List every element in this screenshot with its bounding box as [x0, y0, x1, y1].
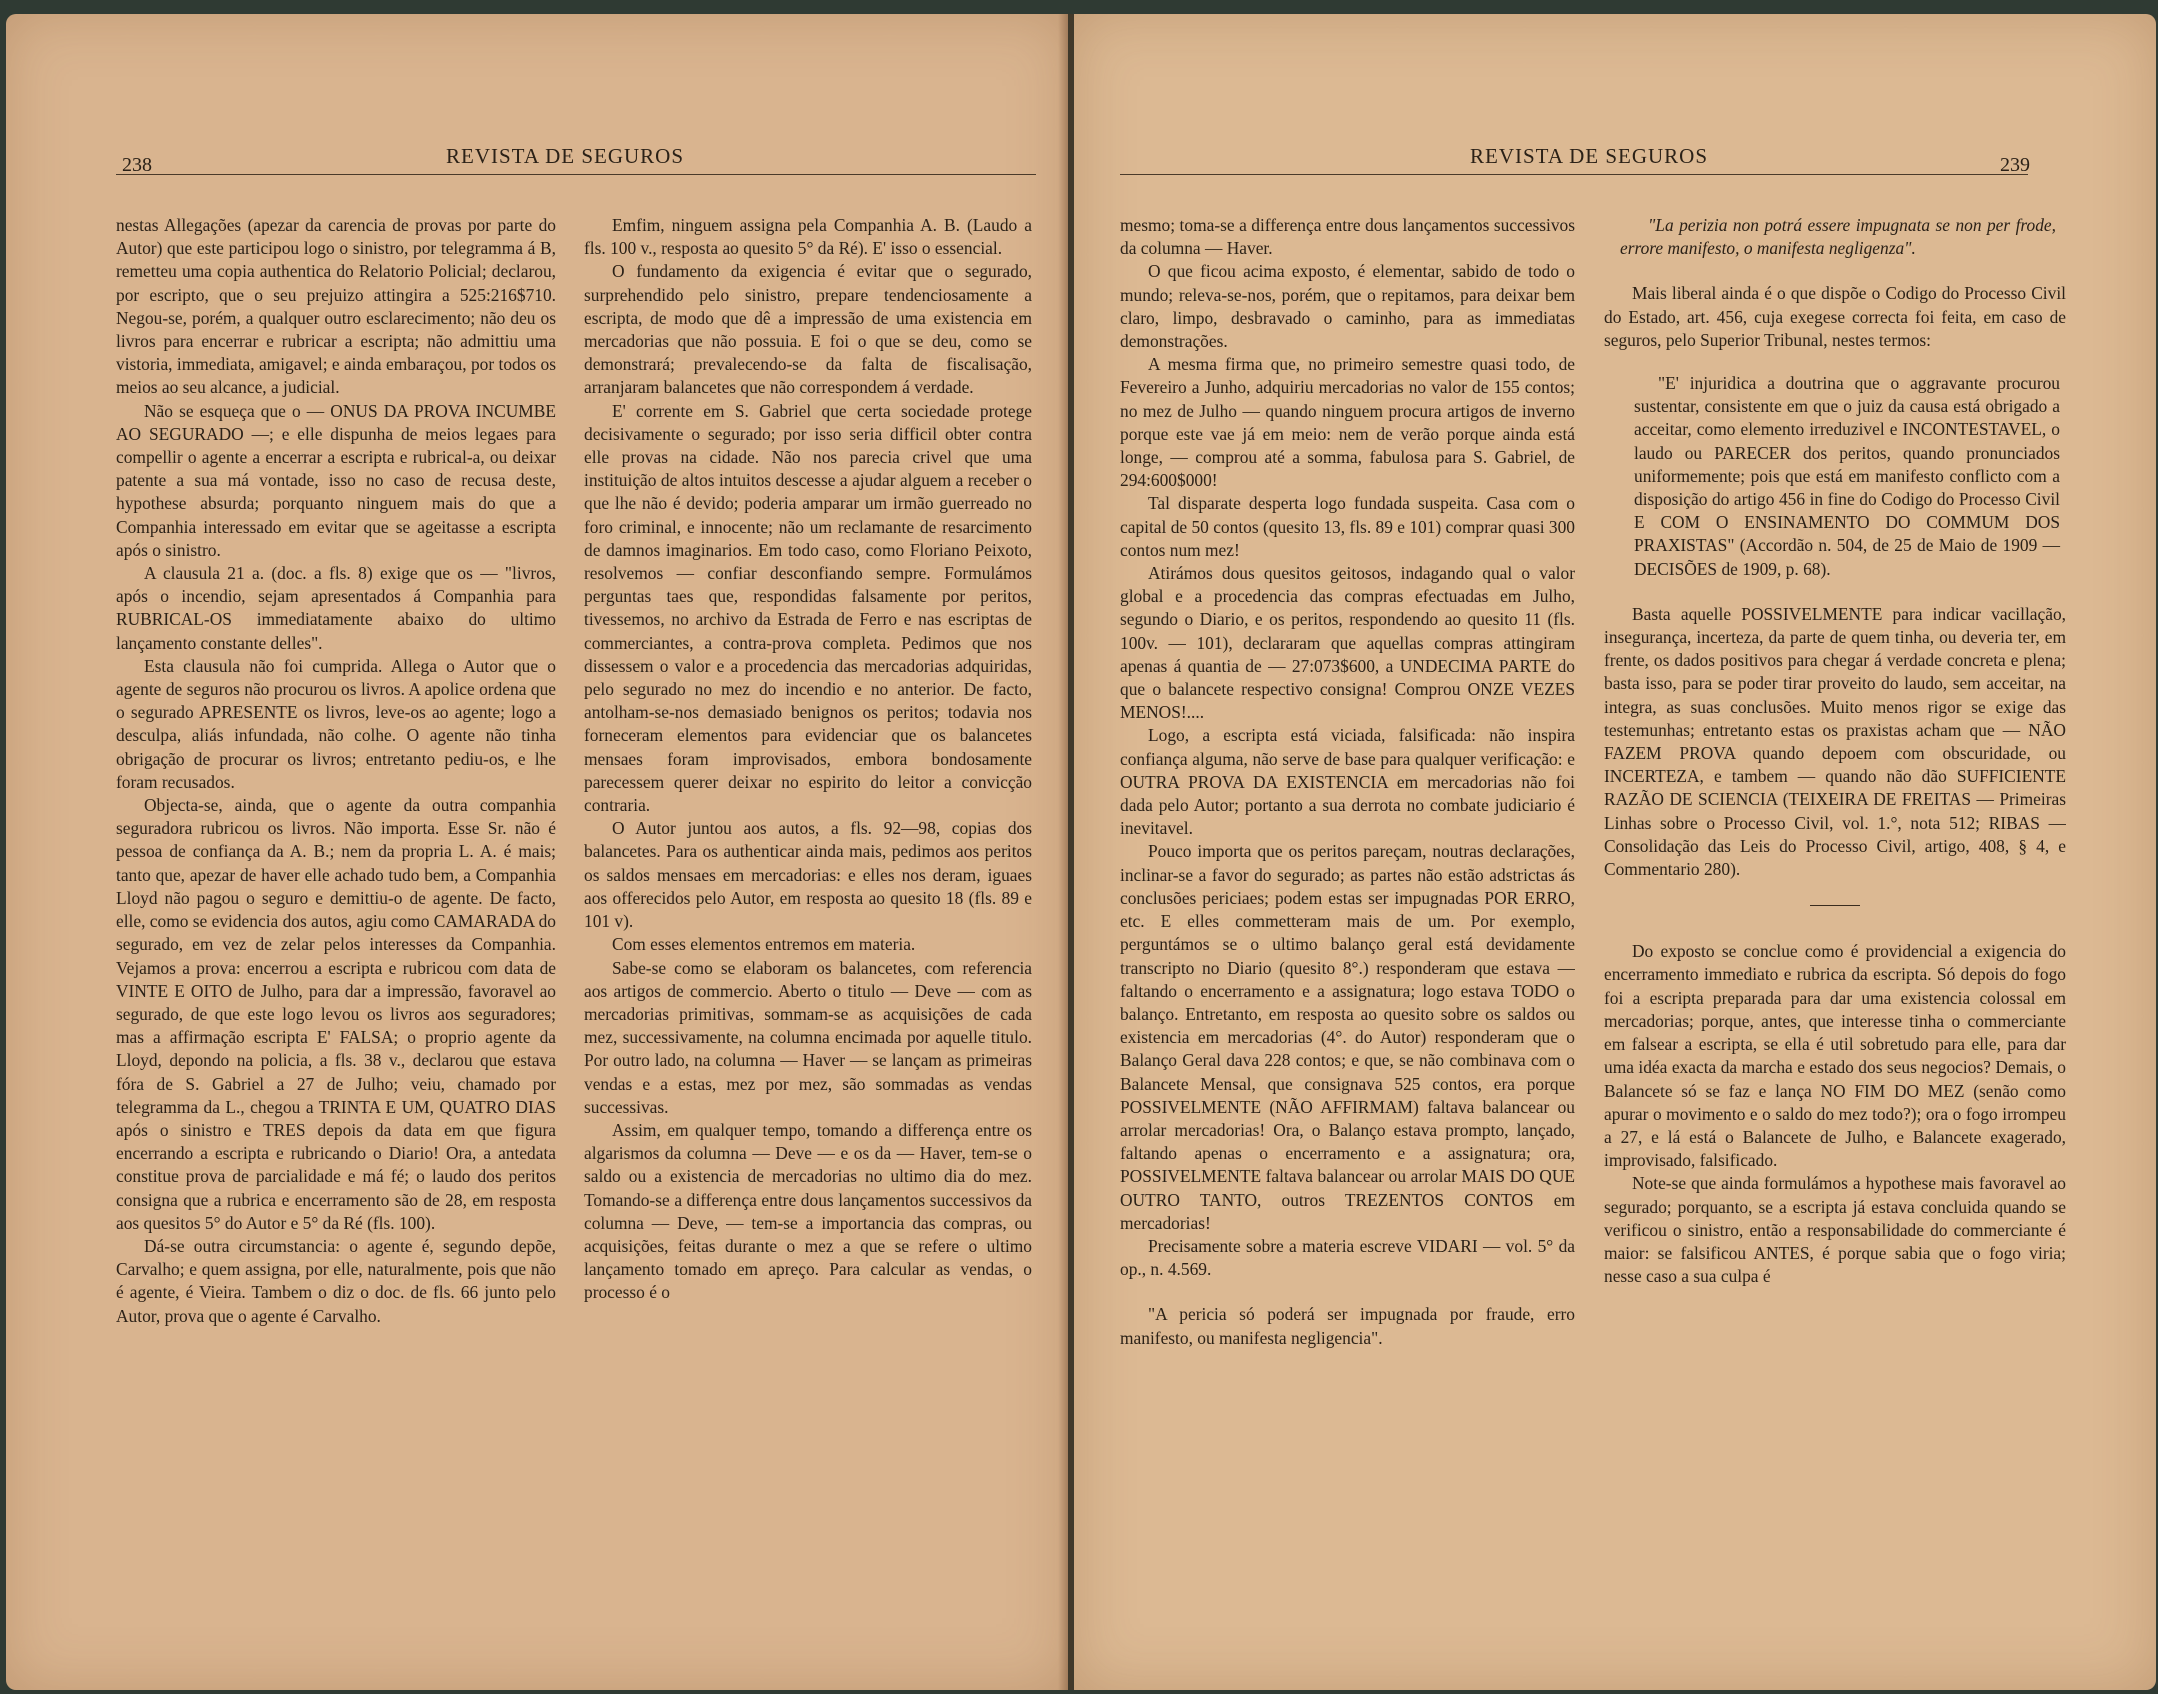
- paragraph: Precisamente sobre a materia escreve VIDARI — vol. 5° da op., n. 4.569.: [1120, 1235, 1575, 1280]
- quotation: "A pericia só poderá ser impugnada por fraude, erro manifesto, ou manifesta negligencia".: [1120, 1304, 1575, 1348]
- section-divider: [1810, 905, 1860, 906]
- paragraph: Esta clausula não foi cumprida. Allega o Autor que o agente de seguros não procurou os livros. A apolice ordena que o segurado APRESENTE os livros, leve-os ao agente; logo a desculpa, aliás infundada, não colhe. O agente não tinha obrigação de procurar os livros; entretanto pediu-os, e lhe foram recusados.: [116, 655, 556, 792]
- paragraph: Assim, em qualquer tempo, tomando a differença entre os algarismos da columna — Deve — e os da — Haver, tem-se o saldo ou a existencia de mercadorias no ultimo dia do mez. Tomando-se a differença entre dous lançamentos successivos da columna — Deve, — tem-se a importancia das compras, ou acquisições, feitas durante o mez a que se refere o ultimo lançamento tomado em apreço. Para calcular as vendas, o processo é o: [584, 1119, 1032, 1303]
- paragraph: mesmo; toma-se a differença entre dous lançamentos successivos da columna — Haver.: [1120, 215, 1575, 259]
- paragraph: A clausula 21 a. (doc. a fls. 8) exige que os — "livros, após o incendio, sejam apresentados á Companhia para RUBRICAL-OS immediatamente abaixo do ultimo lançamento constante delles".: [116, 563, 556, 653]
- paragraph: Mais liberal ainda é o que dispõe o Codigo do Processo Civil do Estado, art. 456, cuja exegese correcta foi feita, em caso de seguros, pelo Superior Tribunal, nestes termos:: [1604, 283, 2066, 350]
- paragraph: Tal disparate desperta logo fundada suspeita. Casa com o capital de 50 contos (quesito 13, fls. 89 e 101) comprar quasi 300 contos num mez!: [1120, 493, 1575, 560]
- paragraph: Logo, a escripta está viciada, falsificada: não inspira confiança alguma, não serve de base para qualquer verificação: e OUTRA PROVA DA EXISTENCIA em mercadorias não foi dada pelo Autor; portanto a sua derrota no combate judiciario é inevitavel.: [1120, 725, 1575, 839]
- paragraph: Com esses elementos entremos em materia.: [612, 934, 916, 955]
- text-column-2: [1604, 214, 2066, 1654]
- paragraph: Pouco importa que os peritos pareçam, noutras declarações, inclinar-se a favor do segurado; as partes não estão adstrictas ás conclusões periciaes; podem estas ser impugnadas POR ERRO, etc. E elles commetteram mais de um. Por exemplo, perguntámos se o ultimo balanço geral está devidamente transcripto no Diario (quesito 8°.) responderam que estava — faltando o encerramento e a assignatura; logo estava TODO o balanço. Entretanto, em resposta ao quesito sobre os saldos ou existencia em mercadorias (4°. do Autor) responderam que o Balanço Geral dava 228 contos; e que, se não combinava com o Balancete Mensal, que consignava 525 contos, era porque POSSIVELMENTE (NÃO AFFIRMAM) faltava balancear ou arrolar mercadorias! Ora, o Balanço estava prompto, lançado, faltando apenas o encerramento e a assignatura; ora, POSSIVELMENTE faltava balancear ou arrolar MAIS DO QUE OUTRO TANTO, outros TREZENTOS CONTOS em mercadorias!: [1120, 841, 1575, 1233]
- paragraph: Note-se que ainda formulámos a hypothese mais favoravel ao segurado; porquanto, se a escripta já estava concluida quando se verificou o sinistro, então a responsabilidade do commerciante é maior: se falsificou ANTES, é porque sabia que o fogo viria; nesse caso a sua culpa é: [1604, 1173, 2066, 1287]
- block-quotation: "E' injuridica a doutrina que o aggravante procurou sustentar, consistente em que o juiz da causa está obrigado a acceitar, como elemento irreduzivel e INCONTESTAVEL, o laudo ou PARECER dos peritos, quando pronunciados uniformemente; pois que está em manifesto conflicto com a disposição do artigo 456 in fine do Codigo do Processo Civil E COM O ENSINAMENTO DO COMMUM DOS PRAXISTAS" (Accordão n. 504, de 25 de Maio de 1909 — DECISÕES de 1909, p. 68).: [1634, 373, 2060, 579]
- paragraph: Não se esqueça que o — ONUS DA PROVA INCUMBE AO SEGURADO —; e elle dispunha de meios legaes para compellir o agente a encerrar a escripta e rubrical-a, ou deixar patente a sua má vontade, isso no caso de recusa deste, hypothese absurda; porquanto ninguem mais do que a Companhia interessado em evitar que se ageitasse a escripta após o sinistro.: [116, 400, 556, 560]
- header-rule: [116, 174, 1036, 175]
- paragraph: O Autor juntou aos autos, a fls. 92—98, copias dos balancetes. Para os authenticar ainda mais, pedimos aos peritos os saldos mensaes em mercadorias: e elles nos deram, iguaes aos offerecidos pelo Autor, em resposta ao quesito 18 (fls. 89 e 101 v).: [584, 818, 1032, 932]
- paragraph: Dá-se outra circumstancia: o agente é, segundo depõe, Carvalho; e quem assigna, por elle, naturalmente, pois que não é agente, é Vieira. Tambem o diz o doc. de fls. 66 junto pelo Autor, prova que o agente é Carvalho.: [116, 1235, 556, 1326]
- magazine-spread: [6, 14, 2156, 1690]
- paragraph: Sabe-se como se elaboram os balancetes, com referencia aos artigos de commercio. Aberto o titulo — Deve — com as mercadorias primitivas, sommam-se as acquisições de cada mez, successivamente, na columna encimada por aquelle titulo. Por outro lado, na columna — Haver — se lançam as primeiras vendas e a estas, mez por mez, são sommadas as vendas successivas.: [584, 957, 1032, 1117]
- text-column-1: [1120, 214, 1575, 1654]
- page-number: 239: [2000, 154, 2030, 176]
- paragraph: Objecta-se, ainda, que o agente da outra companhia seguradora rubricou os livros. Não importa. Esse Sr. não é pessoa de confiança da A. B.; nem da propria L. A. é mais; tanto que, apezar de haver elle achado tudo bem, a Companhia Lloyd não pagou o seguro e demittiu-o de agente. De facto, elle, como se evidencia dos autos, agiu como CAMARADA do segurado, em vez de zelar pelos interesses da Companhia. Vejamos a prova: encerrou a escripta e rubricou com data de VINTE E OITO de Julho, para dar a impressão, favoravel ao segurado, de que este logo levou os livros aos seguradores; mas a affirmação escripta E' FALSA; o proprio agente da Lloyd, depondo na policia, a fls. 38 v., declarou que estava fóra de S. Gabriel a 27 de Julho; veiu, chamado por telegramma da L., chegou a TRINTA E UM, QUATRO DIAS após o sinistro e TRES depois da data em que figura encerrando a escripta e rubricando o Diario! Ora, a antedata constitue prova de parcialidade e má fé; o laudo dos peritos consigna que a rubrica e encerramento são de 28, em resposta aos quesitos 5° do Autor e 5° da Ré (fls. 100).: [116, 795, 556, 1233]
- right-page: [1074, 14, 2156, 1690]
- italian-quotation: "La perizia non potrá essere impugnata se non per frode, errore manifesto, o manifesta negligenza".: [1620, 215, 2056, 259]
- paragraph: E' corrente em S. Gabriel que certa sociedade protege decisivamente o segurado; por isso seria difficil obter contra elle provas na cidade. Não nos parecia crivel que uma instituição de altos intuitos descesse a ajudar alguem a receber o que lhe não é devido; poderia amparar um irmão guerreado no foro criminal, e innocente; não um reclamante de resarcimento de damnos imaginarios. Em todo caso, como Floriano Peixoto, resolvemos — confiar desconfiando sempre. Formulámos perguntas taes que, respondidas falsamente por peritos, tivessemos, no archivo da Estrada de Ferro e nas escriptas de commerciantes, a contra-prova completa. Pedimos que nos dissessem o valor e a procedencia das mercadorias adquiridas, pelo segurado no mez do incendio e no anterior. De facto, antolham-se-nos demasiado benignos os peritos; todavia nos forneceram elementos para evidenciar que os balancetes mensaes foram improvisados, embora bondosamente parecessem querer deixar no espirito do leitor a convicção contraria.: [584, 400, 1032, 816]
- paragraph: O que ficou acima exposto, é elementar, sabido de todo o mundo; releva-se-nos, porém, que o repitamos, para deixar bem claro, limpo, desbravado o caminho, para as immediatas demonstrações.: [1120, 261, 1575, 352]
- running-head: REVISTA DE SEGUROS: [446, 144, 685, 168]
- paragraph: O fundamento da exigencia é evitar que o segurado, surprehendido pelo sinistro, prepare tendenciosamente a escripta, de modo que dê a impressão de uma existencia em mercadorias que não possuia. E foi o que se deu, como se demonstrará; prevalecendo-se da falta de fiscalisação, arranjaram balancetes que não correspondem á verdade.: [584, 261, 1032, 398]
- paragraph: Basta aquelle POSSIVELMENTE para indicar vacillação, insegurança, incerteza, da parte de quem tinha, ou deveria ter, em frente, os dados positivos para chegar á verdade concreta e plena; basta isso, para se poder tirar proveito do laudo, sem acceitar, na integra, as suas conclusões. Muito menos rigor se exige das testemunhas; entretanto estas os praxistas acham que — NÃO FAZEM PROVA quando depoem com obscuridade, ou INCERTEZA, e tambem — quando não dão SUFFICIENTE RAZÃO DE SCIENCIA (TEIXEIRA DE FREITAS — Primeiras Linhas sobre o Processo Civil, vol. 1.°, nota 512; RIBAS — Consolidação das Leis do Processo Civil, artigo, 408, § 4, e Commentario 280).: [1604, 603, 2066, 880]
- page-number: 238: [122, 154, 152, 176]
- paragraph: Do exposto se conclue como é providencial a exigencia do encerramento immediato e rubrica da escripta. Só depois do fogo foi a escripta preparada para dar uma existencia colossal em mercadorias; porque, antes, que interesse tinha o commerciante em falsear a escripta, se ella é util sobretudo para elle, para dar uma idéa exacta da marcha e estado dos seus negocios? Demais, o Balancete só se faz e lança NO FIM DO MEZ (senão como apurar o movimento e o saldo do mez todo?); ora o fogo irrompeu a 27, e lá está o Balancete de Julho, e Balancete exagerado, improvisado, falsificado.: [1604, 941, 2066, 1171]
- text-column-1: [116, 214, 556, 1654]
- running-head: REVISTA DE SEGUROS: [1470, 144, 1709, 168]
- paragraph: nestas Allegações (apezar da carencia de provas por parte do Autor) que este participou logo o sinistro, por telegramma á B, remetteu uma copia authentica do Relatorio Policial; declarou, por escripto, que o seu prejuizo attingira a 525:216$710. Negou-se, porém, a qualquer outro esclarecimento; não deu os livros para encerrar e rubricar a escripta; não admittiu uma vistoria, immediata, amigavel; e ainda embaraçou, por todos os meios ao seu alcance, a judicial.: [116, 215, 556, 398]
- paragraph: A mesma firma que, no primeiro semestre quasi todo, de Fevereiro a Junho, adquiriu mercadorias no valor de 155 contos; no mez de Julho — quando ninguem procura artigos de inverno porque este vae já em meio: nem de verão porque ainda está longe, — comprou até a somma, fabulosa para S. Gabriel, de 294:600$000!: [1120, 354, 1575, 491]
- left-page: [6, 14, 1068, 1690]
- header-rule: [1120, 174, 2028, 175]
- text-column-2: [584, 214, 1032, 1654]
- paragraph: Emfim, ninguem assigna pela Companhia A. B. (Laudo a fls. 100 v., resposta ao quesito 5° da Ré). E' isso o essencial.: [584, 215, 1032, 259]
- paragraph: Atirámos dous quesitos geitosos, indagando qual o valor global e a procedencia das compras efectuadas em Julho, segundo o Diario, e os peritos, respondendo ao quesito 11 (fls. 100v. — 101), declararam que aquellas compras attingiram apenas á quantia de — 27:073$600, a UNDECIMA PARTE do que o balancete respectivo consigna! Comprou ONZE VEZES MENOS!....: [1120, 563, 1575, 723]
